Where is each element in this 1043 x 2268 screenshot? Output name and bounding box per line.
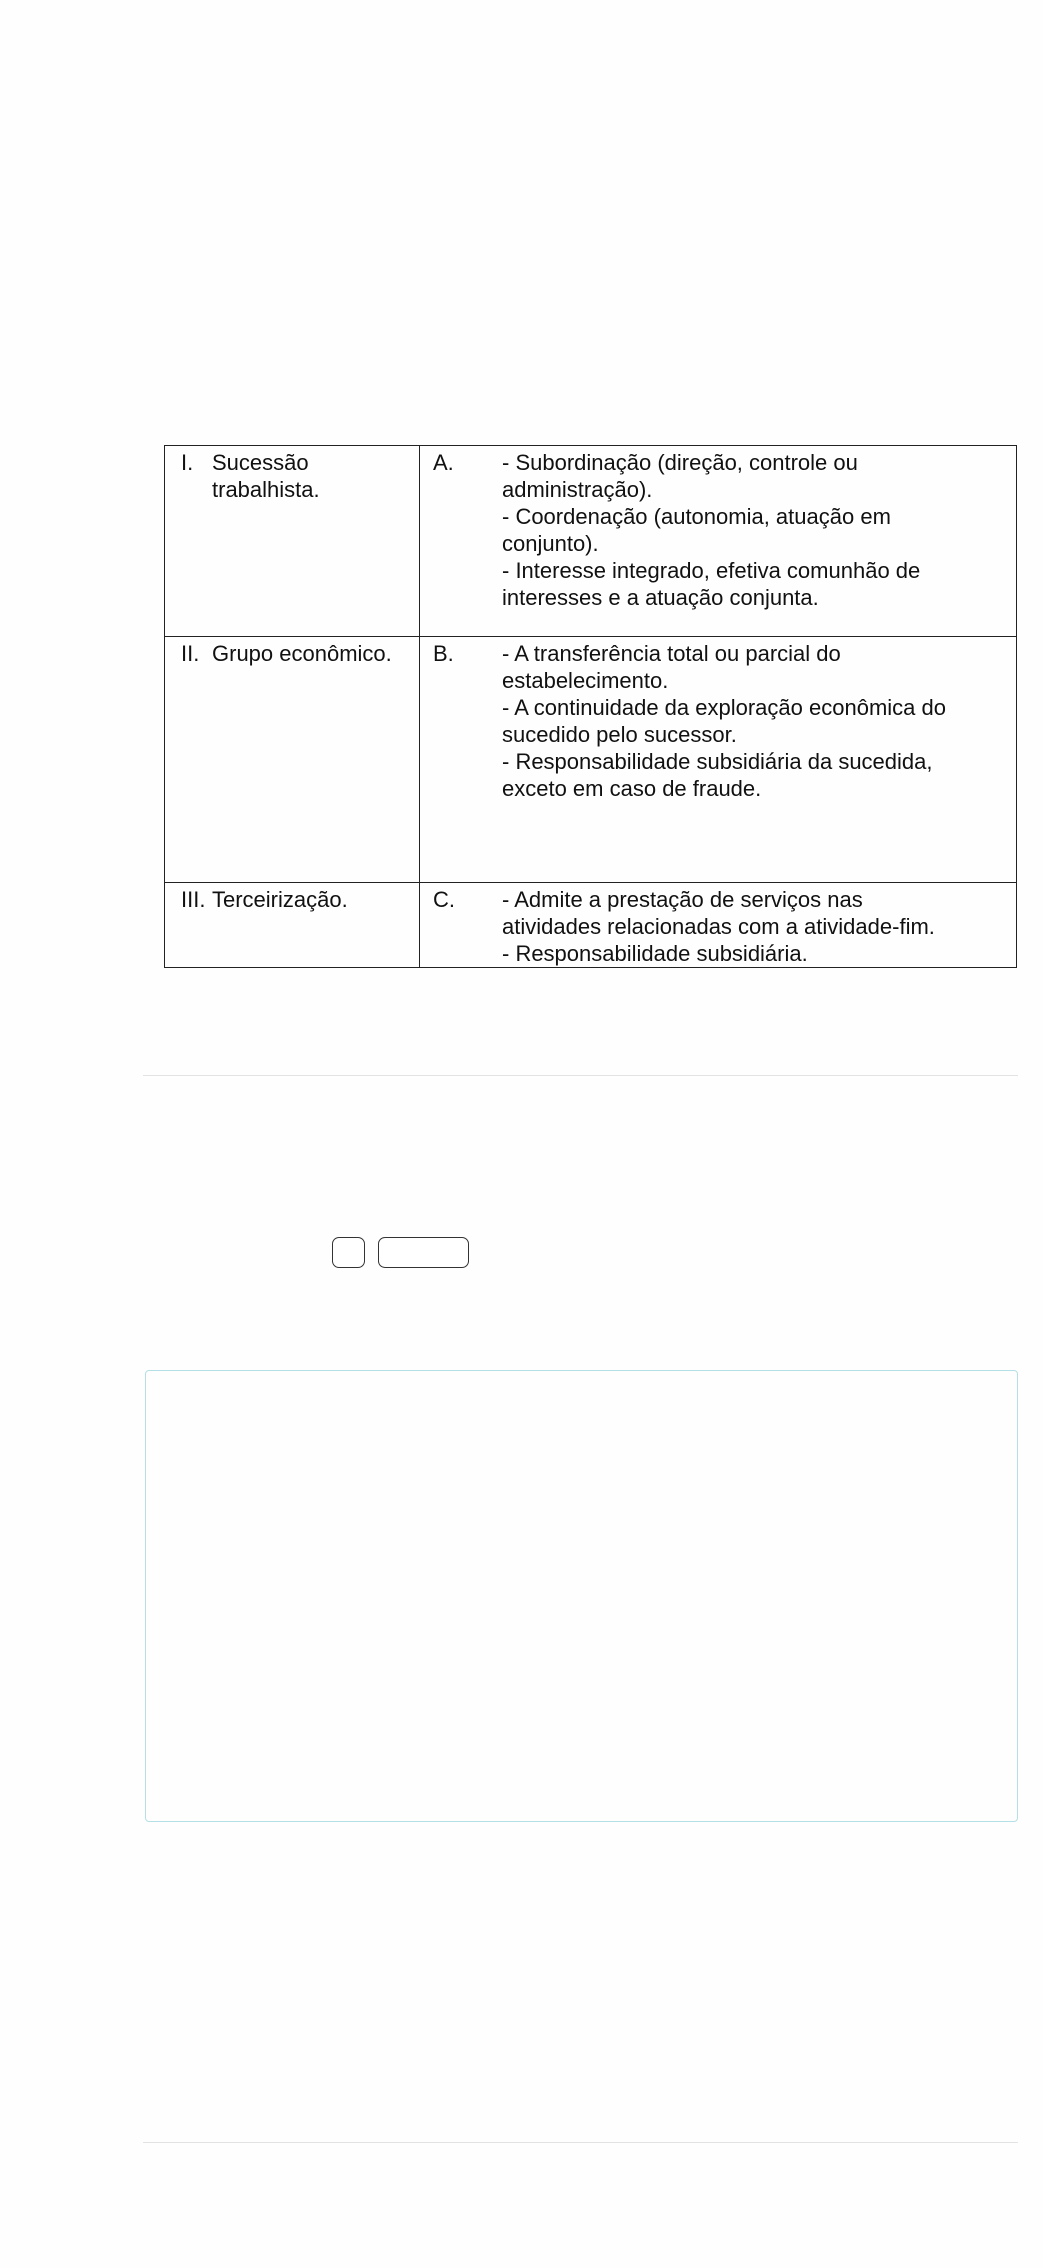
term-cell (165, 637, 420, 883)
table-row (165, 446, 1017, 637)
table-row (165, 637, 1017, 883)
roman-numeral: III. (181, 887, 206, 912)
option-letter: C. (433, 887, 455, 912)
description-text (502, 640, 1000, 802)
roman-numeral: I. (181, 450, 194, 475)
matching-table (164, 445, 1017, 968)
description-line: - Coordenação (autonomia, atuação em (502, 504, 891, 529)
description-text (502, 449, 1000, 611)
description-line: administração). (502, 477, 653, 502)
description-text (502, 886, 1000, 967)
small-checkbox-button[interactable] (332, 1237, 365, 1268)
description-line: estabelecimento. (502, 668, 669, 693)
description-cell (420, 446, 1017, 637)
term-label (212, 640, 392, 667)
term-label (212, 449, 320, 503)
description-line: atividades relacionadas com a atividade-fim. (502, 914, 935, 939)
section-divider (143, 1075, 1018, 1076)
roman-numeral: II. (181, 641, 200, 666)
table-row (165, 883, 1017, 968)
description-line: - A transferência total ou parcial do (502, 641, 841, 666)
description-cell (420, 637, 1017, 883)
term-line: Grupo econômico. (212, 641, 392, 666)
option-letter: A. (433, 450, 454, 475)
term-cell (165, 446, 420, 637)
description-line: - Admite a prestação de serviços nas (502, 887, 863, 912)
content-panel (145, 1370, 1018, 1822)
term-line: Terceirização. (212, 887, 348, 912)
description-line: exceto em caso de fraude. (502, 776, 762, 801)
description-line: interesses e a atuação conjunta. (502, 585, 819, 610)
option-letter: B. (433, 641, 454, 666)
description-line: - A continuidade da exploração econômica do (502, 695, 946, 720)
description-line: - Subordinação (direção, controle ou (502, 450, 858, 475)
term-label (212, 886, 348, 913)
term-cell (165, 883, 420, 968)
description-line: - Responsabilidade subsidiária. (502, 941, 808, 966)
term-line: trabalhista. (212, 477, 320, 502)
wide-empty-button[interactable] (378, 1237, 469, 1268)
description-line: sucedido pelo sucessor. (502, 722, 737, 747)
term-line: Sucessão (212, 450, 309, 475)
section-divider (143, 2142, 1018, 2143)
description-cell (420, 883, 1017, 968)
description-line: - Interesse integrado, efetiva comunhão de (502, 558, 921, 583)
description-line: - Responsabilidade subsidiária da sucedida, (502, 749, 933, 774)
description-line: conjunto). (502, 531, 599, 556)
